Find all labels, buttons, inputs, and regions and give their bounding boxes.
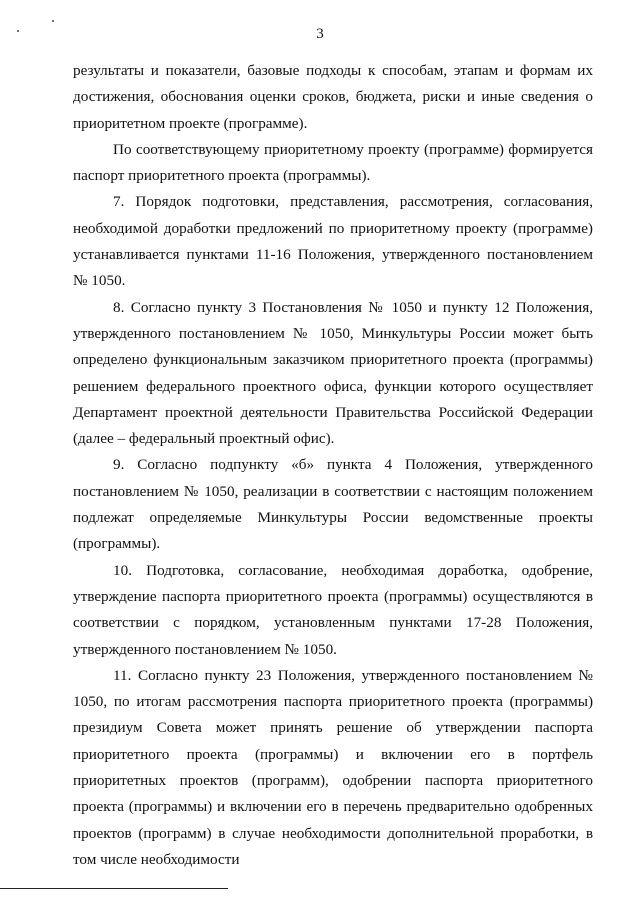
paragraph-item-7: 7. Порядок подготовки, представления, рассмотрения, согласования, необходимой доработки предложений по приоритетному проекту (программе) устанавливается пунктами 11-16 Положения, утвержденного постановлением № 1050. — [73, 193, 593, 290]
paragraph-item-10: 10. Подготовка, согласование, необходимая доработка, одобрение, утверждение паспорта приоритетного проекта (программы) осуществляются в соответствии с порядком, установленным пунктами 17-28 Положения, утвержденного постановлением № 1050. — [73, 561, 593, 658]
footnote-divider — [0, 888, 228, 889]
paragraph-passport: По соответствующему приоритетному проекту (программе) формируется паспорт приоритетного проекта (программы). — [73, 140, 593, 185]
paragraph-item-8: 8. Согласно пункту 3 Постановления № 1050 и пункту 12 Положения, утвержденного постановлением № 1050, Минкультуры России может быть определено функциональным заказчиком приоритетного проекта (программы) решением федерального проектного офиса, функции которого осуществляет Департамент проектной деятельности Правительства Российской Федерации (далее – федеральный проектный офис). — [73, 298, 593, 448]
paragraph-item-9: 9. Согласно подпункту «б» пункта 4 Положения, утвержденного постановлением № 1050, реализации в соответствии с настоящим положением подлежат определяемые Минкультуры России ведомственные проекты (программы). — [73, 456, 593, 553]
scan-speck — [52, 20, 54, 22]
paragraph-continuation: результаты и показатели, базовые подходы к способам, этапам и формам их достижения, обоснования оценки сроков, бюджета, риски и иные сведения о приоритетном проекте (программе). — [73, 62, 593, 132]
document-body — [73, 58, 593, 873]
page-number: 3 — [316, 26, 324, 42]
paragraph-item-11: 11. Согласно пункту 23 Положения, утвержденного постановлением № 1050, по итогам рассмотрения паспорта приоритетного проекта (программы) президиум Совета может принять решение об утверждении паспорта приоритетного проекта (программы) и включении его в портфель приоритетных проектов (программ), одобрении паспорта приоритетного проекта (программы) и включении его в перечень предварительно одобренных проектов (программ) в случае необходимости дополнительной проработки, в том числе необходимости — [73, 666, 593, 868]
